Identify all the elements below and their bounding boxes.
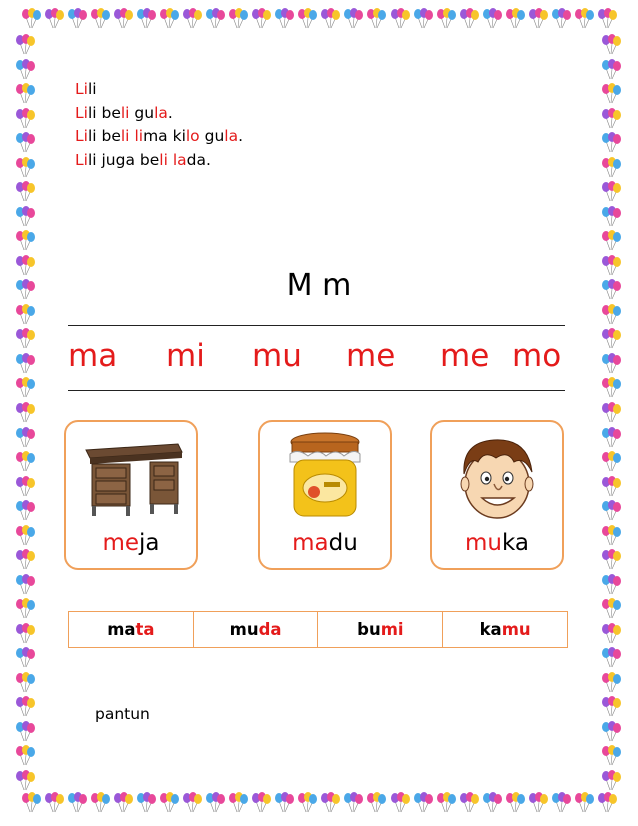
balloon-icon [43, 8, 65, 30]
syllable: mu [252, 338, 302, 374]
balloon-icon [14, 108, 36, 130]
balloon-icon [600, 83, 622, 105]
balloon-icon [600, 476, 622, 498]
footer-text: pantun [95, 705, 150, 723]
balloon-icon [600, 108, 622, 130]
balloon-icon [481, 8, 503, 30]
passage-segment: li [120, 103, 130, 122]
balloon-icon [20, 792, 42, 814]
balloon-icon [596, 8, 618, 30]
passage-segment: . [167, 103, 173, 122]
balloon-icon [66, 8, 88, 30]
balloon-icon [600, 157, 622, 179]
balloon-icon [600, 206, 622, 228]
syllable: mo [512, 338, 562, 374]
word-segment: bu [357, 620, 381, 639]
passage-segment: li [120, 127, 130, 145]
passage-segment: Li [75, 150, 88, 169]
passage-segment: ma ki [143, 127, 186, 145]
word-segment: ma [107, 620, 136, 639]
balloon-icon [481, 792, 503, 814]
balloon-icon [14, 132, 36, 154]
balloon-icon [14, 770, 36, 792]
card-muka [430, 420, 564, 570]
balloon-icon [14, 451, 36, 473]
passage-segment: li be [87, 127, 121, 145]
balloon-icon [389, 792, 411, 814]
border-bottom [20, 792, 618, 816]
balloon-icon [14, 34, 36, 56]
balloon-icon [600, 745, 622, 767]
balloon-icon [550, 8, 572, 30]
balloon-icon [573, 8, 595, 30]
passage-segment: la [154, 103, 168, 122]
balloon-icon [600, 623, 622, 645]
balloon-icon [204, 792, 226, 814]
balloon-icon [504, 792, 526, 814]
balloon-icon [158, 792, 180, 814]
balloon-icon [550, 792, 572, 814]
balloon-icon [43, 792, 65, 814]
balloon-icon [20, 8, 42, 30]
face-icon [440, 428, 554, 524]
balloon-icon [14, 549, 36, 571]
balloon-icon [600, 132, 622, 154]
balloon-icon [158, 8, 180, 30]
balloon-icon [600, 549, 622, 571]
balloon-icon [181, 792, 203, 814]
word-table [68, 611, 568, 648]
passage-segment: li [134, 127, 144, 145]
word-table-row [69, 612, 568, 648]
balloon-icon [14, 304, 36, 326]
balloon-icon [412, 792, 434, 814]
balloon-icon [14, 377, 36, 399]
balloon-icon [14, 672, 36, 694]
balloon-icon [342, 792, 364, 814]
balloon-icon [600, 647, 622, 669]
balloon-icon [14, 83, 36, 105]
balloon-icon [600, 598, 622, 620]
word-segment: ta [135, 620, 155, 639]
passage-line [75, 125, 243, 149]
passage-segment: da. [186, 150, 211, 169]
balloon-icon [504, 8, 526, 30]
balloon-icon [365, 792, 387, 814]
balloon-icon [14, 328, 36, 350]
balloon-icon [600, 500, 622, 522]
passage-segment: Li [75, 103, 88, 122]
balloon-icon [596, 792, 618, 814]
balloon-icon [14, 157, 36, 179]
balloon-icon [273, 792, 295, 814]
word-segment: mi [380, 620, 404, 639]
border-left [14, 34, 38, 792]
passage-segment: gu [129, 103, 155, 122]
balloon-icon [14, 181, 36, 203]
word-segment: mu [501, 620, 531, 639]
balloon-icon [296, 8, 318, 30]
border-top [20, 8, 618, 32]
balloon-icon [112, 792, 134, 814]
word-segment: mu [229, 620, 259, 639]
balloon-icon [227, 792, 249, 814]
word-cell [443, 612, 568, 648]
passage-segment: Li [75, 127, 88, 145]
card-madu [258, 420, 392, 570]
balloon-icon [89, 792, 111, 814]
balloon-icon [365, 8, 387, 30]
passage-segment: L [75, 80, 84, 98]
balloon-icon [14, 574, 36, 596]
balloon-icon [14, 647, 36, 669]
card-word: muka [465, 530, 529, 556]
passage-segment: lo [185, 127, 200, 145]
balloon-icon [14, 696, 36, 718]
passage-line [75, 149, 243, 173]
balloon-icon [600, 181, 622, 203]
balloon-icon [14, 402, 36, 424]
balloon-icon [600, 230, 622, 252]
passage-segment: i [83, 80, 88, 98]
divider-top [68, 325, 565, 326]
balloon-icon [600, 304, 622, 326]
balloon-icon [600, 451, 622, 473]
word-segment: ka [479, 620, 502, 639]
balloon-icon [412, 8, 434, 30]
balloon-icon [14, 500, 36, 522]
desk-icon [74, 428, 188, 524]
balloon-icon [14, 206, 36, 228]
balloon-icon [342, 8, 364, 30]
balloon-icon [600, 721, 622, 743]
balloon-icon [389, 8, 411, 30]
passage-line [75, 78, 243, 102]
card-word: madu [292, 530, 358, 556]
balloon-icon [181, 8, 203, 30]
balloon-icon [600, 427, 622, 449]
balloon-icon [14, 525, 36, 547]
balloon-icon [296, 792, 318, 814]
balloon-icon [112, 8, 134, 30]
reading-passage [75, 78, 243, 172]
syllable: ma [68, 338, 118, 374]
balloon-icon [14, 230, 36, 252]
word-cell [318, 612, 443, 648]
honey-jar-icon [268, 428, 382, 524]
balloon-icon [458, 792, 480, 814]
balloon-icon [600, 353, 622, 375]
balloon-icon [14, 623, 36, 645]
passage-line [75, 102, 243, 126]
card-word: meja [102, 530, 160, 556]
balloon-icon [14, 59, 36, 81]
balloon-icon [204, 8, 226, 30]
balloon-icon [319, 8, 341, 30]
passage-segment: . [238, 127, 244, 145]
balloon-icon [319, 792, 341, 814]
balloon-icon [89, 8, 111, 30]
balloon-icon [458, 8, 480, 30]
syllable-row [68, 338, 565, 382]
balloon-icon [600, 59, 622, 81]
letter-title: M m [286, 268, 352, 303]
divider-bottom [68, 390, 565, 391]
balloon-icon [250, 8, 272, 30]
balloon-icon [14, 353, 36, 375]
balloon-icon [600, 574, 622, 596]
balloon-icon [600, 402, 622, 424]
card-meja [64, 420, 198, 570]
passage-segment: li [159, 150, 168, 169]
balloon-icon [273, 8, 295, 30]
passage-segment: gu [199, 127, 225, 145]
word-cell [193, 612, 318, 648]
balloon-icon [527, 8, 549, 30]
balloon-icon [14, 476, 36, 498]
balloon-icon [14, 598, 36, 620]
balloon-icon [66, 792, 88, 814]
balloon-icon [14, 721, 36, 743]
balloon-icon [600, 34, 622, 56]
balloon-icon [527, 792, 549, 814]
passage-segment: la [224, 127, 239, 145]
balloon-icon [14, 427, 36, 449]
balloon-icon [600, 672, 622, 694]
passage-segment: li juga be [87, 150, 160, 169]
syllable: mi [166, 338, 205, 374]
word-cell [69, 612, 194, 648]
balloon-icon [600, 328, 622, 350]
passage-segment: li be [87, 103, 121, 122]
balloon-icon [435, 8, 457, 30]
passage-segment: la [172, 150, 187, 169]
balloon-icon [600, 770, 622, 792]
balloon-icon [135, 792, 157, 814]
balloon-icon [135, 8, 157, 30]
word-segment: da [258, 620, 282, 639]
balloon-icon [600, 696, 622, 718]
balloon-icon [250, 792, 272, 814]
balloon-icon [600, 377, 622, 399]
syllable: me [346, 338, 396, 374]
syllable: me [440, 338, 490, 374]
balloon-icon [14, 745, 36, 767]
balloon-icon [573, 792, 595, 814]
balloon-icon [227, 8, 249, 30]
balloon-icon [435, 792, 457, 814]
border-right [600, 34, 624, 792]
passage-segment: li [87, 80, 97, 98]
balloon-icon [600, 525, 622, 547]
